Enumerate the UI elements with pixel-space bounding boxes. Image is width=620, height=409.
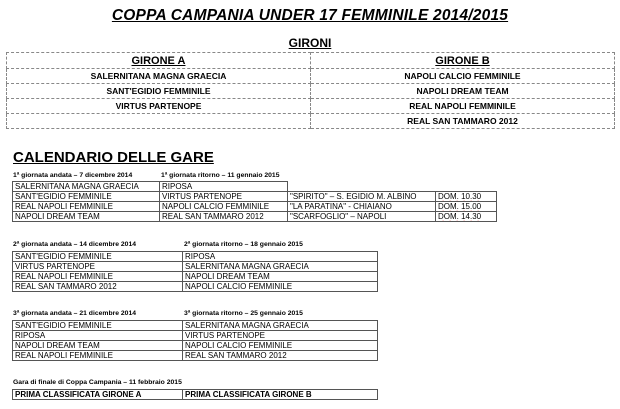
home-team: REAL NAPOLI FEMMINILE (13, 272, 183, 282)
girone-b-header: GIRONE B (311, 53, 615, 69)
finalist-b: PRIMA CLASSIFICATA GIRONE B (183, 390, 378, 400)
table-row (13, 262, 378, 272)
venue: "SCARFOGLIO" – NAPOLI (288, 212, 436, 222)
away-team: NAPOLI CALCIO FEMMINILE (160, 202, 288, 212)
home-team: RIPOSA (13, 331, 183, 341)
venue (288, 182, 436, 192)
finale-table (12, 389, 378, 400)
finalist-a: PRIMA CLASSIFICATA GIRONE A (13, 390, 183, 400)
girone-cell: REAL NAPOLI FEMMINILE (311, 99, 615, 114)
giornata1-andata-caption: 1ª giornata andata – 7 dicembre 2014 (13, 172, 133, 179)
away-team: VIRTUS PARTENOPE (160, 192, 288, 202)
away-team: NAPOLI CALCIO FEMMINILE (183, 282, 378, 292)
girone-cell: SALERNITANA MAGNA GRAECIA (7, 69, 311, 84)
table-row (13, 351, 378, 361)
home-team: SALERNITANA MAGNA GRAECIA (13, 182, 160, 192)
match-time: DOM. 14.30 (436, 212, 497, 222)
giornata3-ritorno-caption: 3ª giornata ritorno – 25 gennaio 2015 (184, 310, 303, 317)
document-title: COPPA CAMPANIA UNDER 17 FEMMINILE 2014/2015 (111, 7, 509, 24)
table-row (13, 282, 378, 292)
giornata3-table (12, 320, 378, 361)
table-row (13, 202, 497, 212)
home-team: REAL NAPOLI FEMMINILE (13, 202, 160, 212)
home-team: SANT'EGIDIO FEMMINILE (13, 192, 160, 202)
away-team: VIRTUS PARTENOPE (183, 331, 378, 341)
giornata2-table (12, 251, 378, 292)
table-row (13, 212, 497, 222)
table-row (13, 182, 497, 192)
home-team: VIRTUS PARTENOPE (13, 262, 183, 272)
match-time (436, 182, 497, 192)
away-team: NAPOLI CALCIO FEMMINILE (183, 341, 378, 351)
match-time: DOM. 15.00 (436, 202, 497, 212)
table-row (13, 252, 378, 262)
girone-cell: REAL SAN TAMMARO 2012 (311, 114, 615, 129)
finale-caption: Gara di finale di Coppa Campania – 11 febbraio 2015 (13, 379, 182, 386)
gironi-heading: GIRONI (288, 36, 332, 50)
table-row (13, 272, 378, 282)
girone-cell: SANT'EGIDIO FEMMINILE (7, 84, 311, 99)
giornata2-andata-caption: 2ª giornata andata – 14 dicembre 2014 (13, 241, 137, 248)
away-team: REAL SAN TAMMARO 2012 (183, 351, 378, 361)
giornata1-ritorno-caption: 1ª giornata ritorno – 11 gennaio 2015 (161, 172, 280, 179)
venue: "LA PARATINA" - CHIAIANO (288, 202, 436, 212)
away-team: SALERNITANA MAGNA GRAECIA (183, 262, 378, 272)
girone-a-header: GIRONE A (7, 53, 311, 69)
table-row (13, 321, 378, 331)
away-team: REAL SAN TAMMARO 2012 (160, 212, 288, 222)
girone-cell: NAPOLI DREAM TEAM (311, 84, 615, 99)
home-team: REAL NAPOLI FEMMINILE (13, 351, 183, 361)
away-team: SALERNITANA MAGNA GRAECIA (183, 321, 378, 331)
giornata2-ritorno-caption: 2ª giornata ritorno – 18 gennaio 2015 (184, 241, 303, 248)
away-team: RIPOSA (160, 182, 288, 192)
giornata1-table (12, 181, 497, 222)
table-row (13, 390, 378, 400)
away-team: RIPOSA (183, 252, 378, 262)
away-team: NAPOLI DREAM TEAM (183, 272, 378, 282)
calendario-heading: CALENDARIO DELLE GARE (13, 149, 214, 166)
table-row (13, 192, 497, 202)
table-row (13, 341, 378, 351)
girone-cell: NAPOLI CALCIO FEMMINILE (311, 69, 615, 84)
giornata3-andata-caption: 3ª giornata andata – 21 dicembre 2014 (13, 310, 137, 317)
home-team: REAL SAN TAMMARO 2012 (13, 282, 183, 292)
home-team: NAPOLI DREAM TEAM (13, 341, 183, 351)
girone-cell: VIRTUS PARTENOPE (7, 99, 311, 114)
table-row (13, 331, 378, 341)
girone-cell (7, 114, 311, 129)
venue: "SPIRITO" – S. EGIDIO M. ALBINO (288, 192, 436, 202)
home-team: NAPOLI DREAM TEAM (13, 212, 160, 222)
home-team: SANT'EGIDIO FEMMINILE (13, 252, 183, 262)
match-time: DOM. 10.30 (436, 192, 497, 202)
gironi-table (6, 52, 615, 129)
home-team: SANT'EGIDIO FEMMINILE (13, 321, 183, 331)
